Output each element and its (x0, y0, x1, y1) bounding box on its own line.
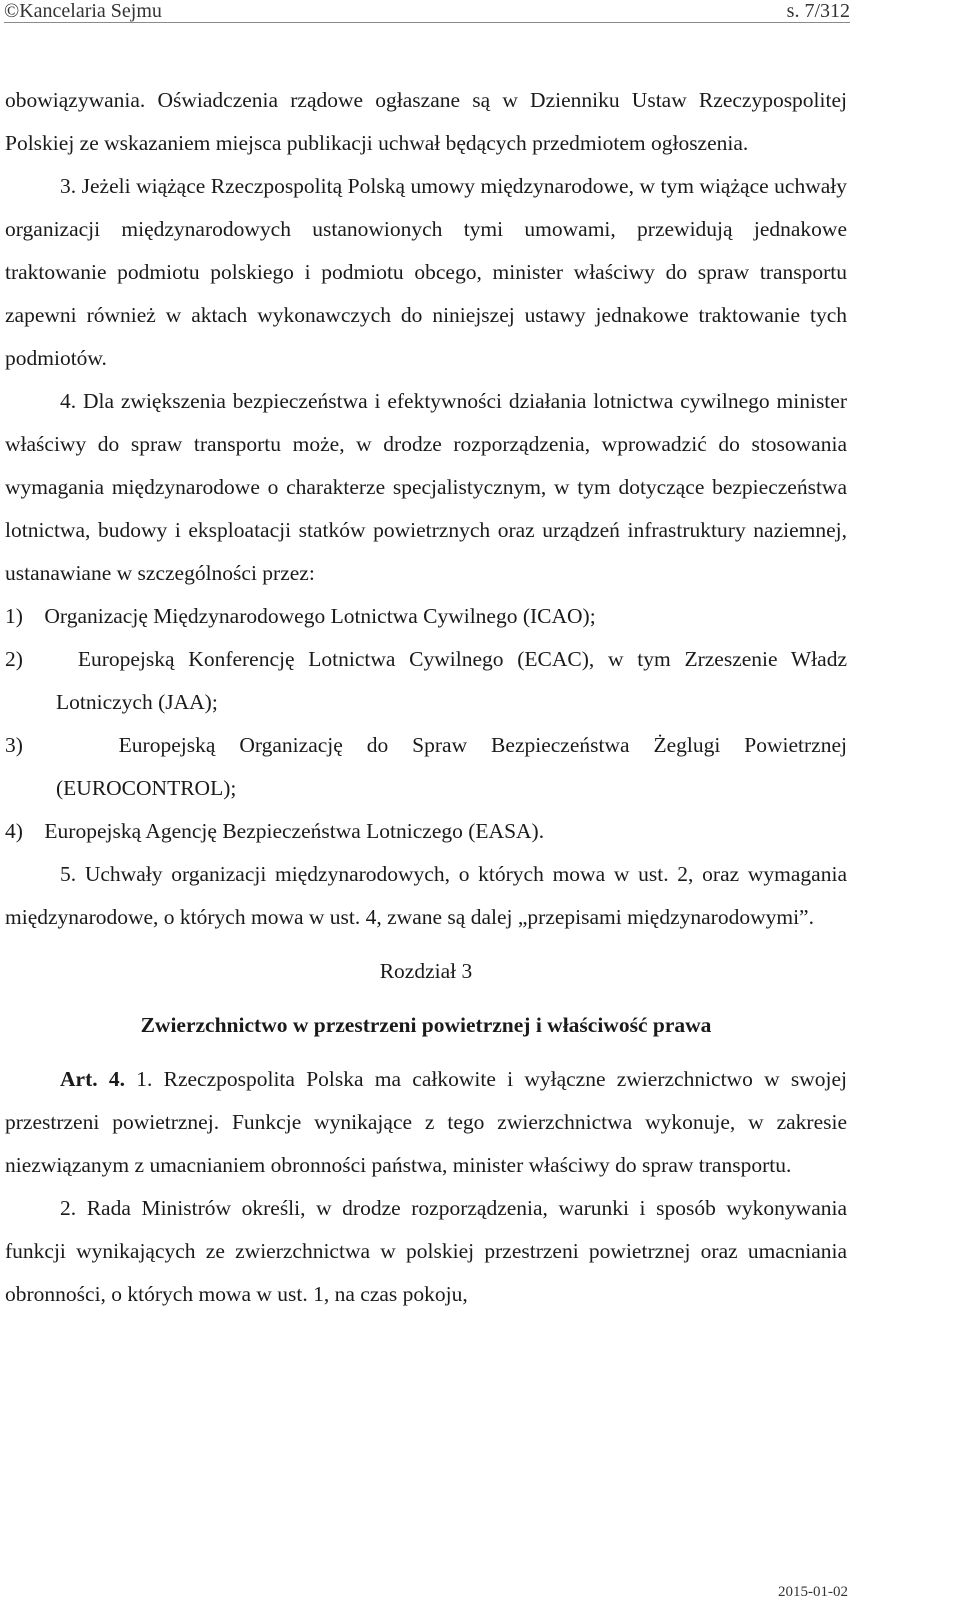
list-item: 2) Europejską Konferencję Lotnictwa Cywilnego (ECAC), w tym Zrzeszenie Władz Lotniczych (JAA); (5, 647, 847, 714)
article-text: 1. Rzeczpospolita Polska ma całkowite i wyłączne zwierzchnictwo w swojej przestrzeni powietrznej. Funkcje wynikające z tego zwierzchnictwa wykonuje, w zakresie niezwiązanym z umacnianiem obronności państwa, minister właściwy do spraw transportu. (5, 1067, 847, 1177)
article-4-paragraph-2: 2. Rada Ministrów określi, w drodze rozporządzenia, warunki i sposób wykonywania funkcji wynikających ze zwierzchnictwa w polskiej przestrzeni powietrznej oraz umacniania obronności, o których mowa w ust. 1, na czas pokoju, (5, 1196, 847, 1306)
article-4-paragraph-1 (5, 1058, 847, 1187)
paragraph-5: 5. Uchwały organizacji międzynarodowych, o których mowa w ust. 2, oraz wymagania międzynarodowe, o których mowa w ust. 4, zwane są dalej „przepisami międzynarodowymi”. (5, 862, 847, 929)
paragraph-continuation: obowiązywania. Oświadczenia rządowe ogłaszane są w Dzienniku Ustaw Rzeczypospolitej Polskiej ze wskazaniem miejsca publikacji uchwał będących przedmiotem ogłoszenia. (5, 88, 847, 155)
chapter-number: Rozdział 3 (379, 959, 473, 983)
list-item: 4) Europejską Agencję Bezpieczeństwa Lotniczego (EASA). (5, 819, 545, 843)
list-item: 3) Europejską Organizację do Spraw Bezpieczeństwa Żeglugi Powietrznej (EUROCONTROL); (5, 733, 847, 800)
header-page-number: s. 7/312 (786, 0, 850, 22)
paragraph-3: 3. Jeżeli wiążące Rzeczpospolitą Polską umowy międzynarodowe, w tym wiążące uchwały organizacji międzynarodowych ustanowionych tymi umowami, przewidują jednakowe traktowanie podmiotu polskiego i podmiotu obcego, minister właściwy do spraw transportu zapewni również w aktach wykonawczych do niniejszej ustawy jednakowe traktowanie tych podmiotów. (5, 174, 847, 370)
list-item: 1) Organizację Międzynarodowego Lotnictwa Cywilnego (ICAO); (5, 604, 596, 628)
page-header (4, 0, 850, 23)
chapter-title: Zwierzchnictwo w przestrzeni powietrznej i właściwość prawa (140, 1013, 712, 1037)
paragraph-4: 4. Dla zwiększenia bezpieczeństwa i efektywności działania lotnictwa cywilnego minister właściwy do spraw transportu może, w drodze rozporządzenia, wprowadzić do stosowania wymagania międzynarodowe o charakterze specjalistycznym, w tym dotyczące bezpieczeństwa lotnictwa, budowy i eksploatacji statków powietrznych oraz urządzeń infrastruktury naziemnej, ustanawiane w szczególności przez: (5, 389, 847, 585)
article-label: Art. 4. (60, 1067, 125, 1091)
document-body (5, 79, 847, 1316)
header-source: ©Kancelaria Sejmu (4, 0, 162, 22)
footer-date: 2015-01-02 (778, 1584, 848, 1600)
